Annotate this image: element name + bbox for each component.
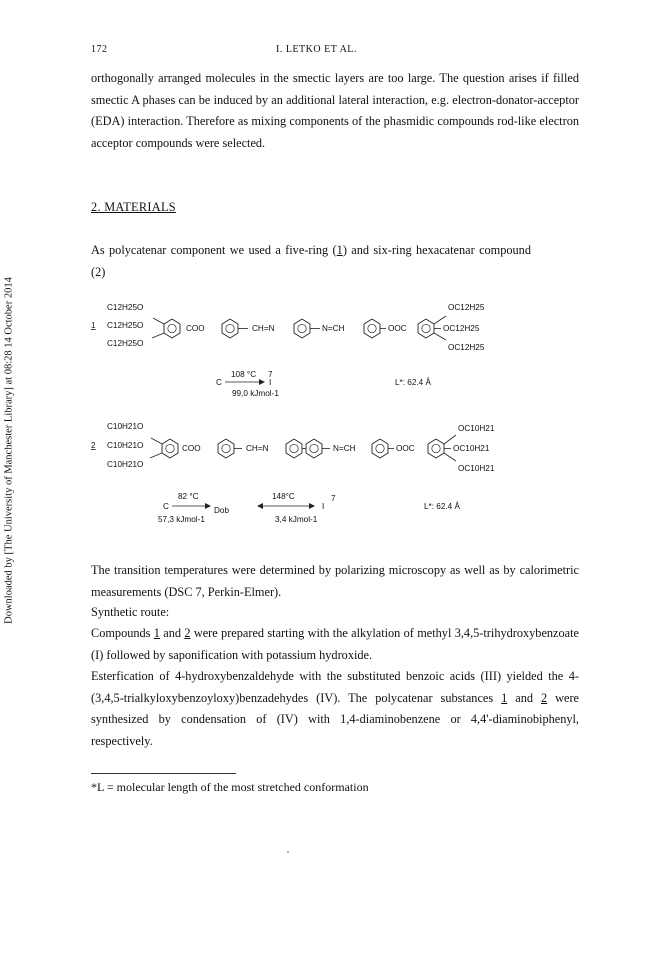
footnote: *L = molecular length of the most stretched conformation <box>91 780 369 794</box>
ref-compound-2: 2 <box>184 626 191 640</box>
page-number: 172 <box>91 44 108 55</box>
c1-phase-to: I <box>269 378 272 387</box>
c2-linker-nch: N=CH <box>333 444 356 453</box>
c1-chain-mid-left: C12H25O <box>107 321 144 330</box>
paragraph-transition-temps: The transition temperatures were determined by polarizing microscopy as well as by calorimetric measurements (DSC 7, Perkin-Elmer). <box>91 563 579 599</box>
c2-chain-bottom-left: C10H21O <box>107 460 144 469</box>
c2-linker-chn: CH=N <box>246 444 269 453</box>
c2-phase-from: C <box>163 502 169 511</box>
c1-arrow-head <box>259 379 265 385</box>
c1-linker-coo: COO <box>186 324 205 333</box>
c2-chain-mid-left: C10H21O <box>107 441 144 450</box>
scan-speck <box>287 851 289 853</box>
c1-linker-ooc: OOC <box>388 324 407 333</box>
c1-superscript: 7 <box>268 370 273 379</box>
section-heading: 2. MATERIALS <box>91 200 176 214</box>
running-head: I. LETKO ET AL. <box>276 44 357 55</box>
c2-arrow-2-head-right <box>309 503 315 509</box>
c2-chain-mid-right: OC10H21 <box>453 444 490 453</box>
c2-chain-bottom-right: OC10H21 <box>458 464 495 473</box>
c1-enthalpy: 99,0 kJmol-1 <box>232 389 279 398</box>
c2-chain-top-right: OC10H21 <box>458 424 495 433</box>
c2-linker-ooc: OOC <box>396 444 415 453</box>
page-header <box>0 44 672 58</box>
ref-compound-1: 1 <box>153 626 160 640</box>
c1-temperature: 108 °C <box>231 370 257 379</box>
c2-linker-coo: COO <box>182 444 201 453</box>
c2-molecular-length: L*: 62.4 Å <box>424 502 460 511</box>
c2-enthalpy-1: 57,3 kJmol-1 <box>158 515 205 524</box>
paragraph-esterfication: Esterfication of 4-hydroxybenzaldehyde with the substituted benzoic acids (III) yielded the 4-(3,4,5-trialkyloxybenzoyloxy)benzadehydes (IV). The polycatenar substances 1 and 2 were synthesized by condensation of (IV) with 1,4-diaminobenzene or 4,4'-diaminobiphenyl, respectively. <box>91 669 580 748</box>
c2-phase-to: I <box>322 502 325 511</box>
c1-chain-top-left: C12H25O <box>107 303 144 312</box>
c1-number: 1 <box>91 321 96 330</box>
c2-phase-mid: Dob <box>214 506 230 515</box>
c2-temperature-1: 82 °C <box>178 492 199 501</box>
download-watermark: Downloaded by [The University of Manchester Library] at 08:28 14 October 2014 <box>3 277 15 624</box>
c2-number: 2 <box>91 441 96 450</box>
ref-compound-1: 1 <box>336 243 343 257</box>
c2-temperature-2: 148°C <box>272 492 295 501</box>
c2-superscript: 7 <box>331 494 336 503</box>
c2-enthalpy-2: 3,4 kJmol-1 <box>275 515 318 524</box>
c1-linker-nch: N=CH <box>322 324 345 333</box>
materials-intro: As polycatenar component we used a five-ring (1) and six-ring hexacatenar compound (2) <box>91 243 531 279</box>
compound-1-structure <box>91 303 485 352</box>
paragraph-compounds: Compounds 1 and 2 were prepared starting with the alkylation of methyl 3,4,5-trihydroxybenzoate (I) followed by saponification with potassium hydroxide. <box>91 626 579 662</box>
c2-arrow-1-head <box>205 503 211 509</box>
chemical-structures-figure <box>0 290 672 550</box>
c2-arrow-2-head-left <box>257 503 263 509</box>
footnote-rule <box>91 773 236 774</box>
c1-molecular-length: L*: 62.4 Å <box>395 378 431 387</box>
ref-compound-1: 1 <box>501 690 508 705</box>
synthetic-route-label: Synthetic route: <box>91 605 170 619</box>
compound-2-transition <box>158 492 460 524</box>
c1-chain-mid-right: OC12H25 <box>443 324 480 333</box>
c1-linker-chn: CH=N <box>252 324 275 333</box>
c1-chain-bottom-right: OC12H25 <box>448 343 485 352</box>
c2-chain-top-left: C10H21O <box>107 422 144 431</box>
c1-phase-from: C <box>216 378 222 387</box>
c1-chain-bottom-left: C12H25O <box>107 339 144 348</box>
c1-chain-top-right: OC12H25 <box>448 303 485 312</box>
intro-paragraph: orthogonally arranged molecules in the smectic layers are too large. The question arises if filled smectic A phases can be induced by an additional lateral interaction, e.g. electron-donator-acceptor (EDA) interaction. Therefore as mixing components of the phasmidic compounds rod-like electron acceptor compounds were selected. <box>91 71 579 150</box>
ref-compound-2: 2 <box>540 690 548 705</box>
compound-2-structure <box>91 422 495 473</box>
compound-1-transition <box>216 370 431 398</box>
